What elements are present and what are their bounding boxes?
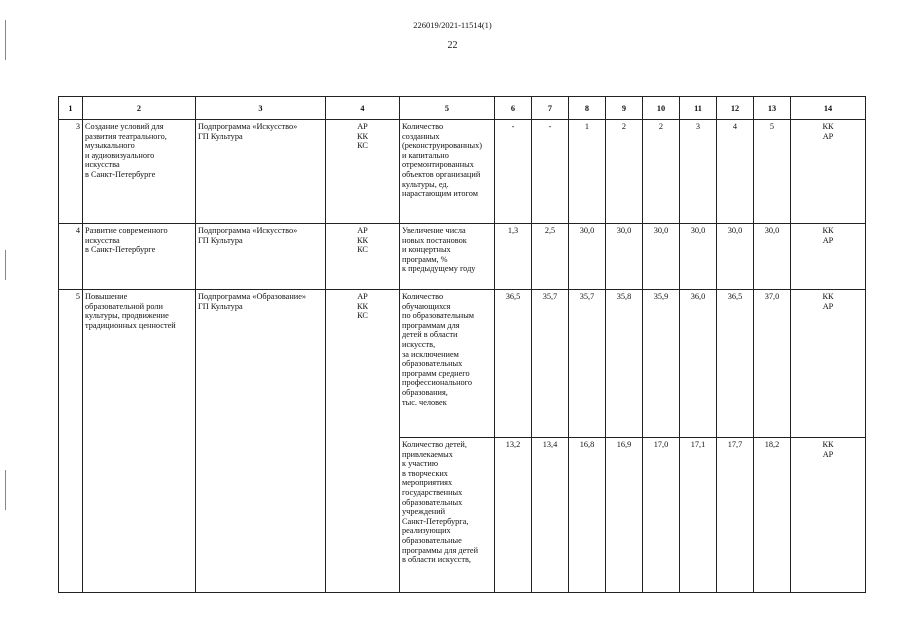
indicator-value: 36,0 xyxy=(680,290,717,438)
column-header: 5 xyxy=(400,97,495,120)
indicator-value: 18,2 xyxy=(754,438,791,593)
indicator-value: 16,9 xyxy=(606,438,643,593)
column-header: 7 xyxy=(532,97,569,120)
indicator-value: - xyxy=(495,120,532,224)
indicator-value: 2 xyxy=(606,120,643,224)
column-header: 4 xyxy=(326,97,400,120)
column-header: 12 xyxy=(717,97,754,120)
indicator-value: 2 xyxy=(643,120,680,224)
indicator-name: Количество созданных (реконструированных) и капитально отремонтированных объектов организаций культуры, ед. нарастающим итогом xyxy=(400,120,495,224)
indicator-value: 37,0 xyxy=(754,290,791,438)
indicator-value: 35,7 xyxy=(569,290,606,438)
responsible: КК АР xyxy=(791,290,866,438)
indicator-value: 1,3 xyxy=(495,224,532,290)
document-id: 226019/2021-11514(1) xyxy=(413,20,492,30)
indicator-value: 30,0 xyxy=(569,224,606,290)
indicator-value: 13,4 xyxy=(532,438,569,593)
column-header: 1 xyxy=(59,97,83,120)
indicator-value: 30,0 xyxy=(606,224,643,290)
responsible: КК АР xyxy=(791,224,866,290)
row-number: 5 xyxy=(59,290,83,593)
indicator-value: 36,5 xyxy=(717,290,754,438)
responsible: КК АР xyxy=(791,438,866,593)
column-header: 2 xyxy=(83,97,196,120)
indicator-value: 35,8 xyxy=(606,290,643,438)
column-header: 9 xyxy=(606,97,643,120)
indicator-value: 17,0 xyxy=(643,438,680,593)
indicator-value: 13,2 xyxy=(495,438,532,593)
indicator-value: 4 xyxy=(717,120,754,224)
indicator-value: 2,5 xyxy=(532,224,569,290)
indicator-value: 5 xyxy=(754,120,791,224)
indicator-value: 35,9 xyxy=(643,290,680,438)
scan-edge-mark xyxy=(5,470,6,510)
indicator-value: 35,7 xyxy=(532,290,569,438)
column-header: 10 xyxy=(643,97,680,120)
column-header: 3 xyxy=(196,97,326,120)
indicator-value: 16,8 xyxy=(569,438,606,593)
indicator-name: Количество детей, привлекаемых к участию в творческих мероприятиях государственных образовательных учреждений Санкт-Петербурга, реализующих образовательные программы для детей в области искусств, xyxy=(400,438,495,593)
table-row xyxy=(59,290,866,438)
indicator-value: 36,5 xyxy=(495,290,532,438)
column-header: 6 xyxy=(495,97,532,120)
task-name: Повышение образовательной роли культуры, продвижение традиционных ценностей xyxy=(83,290,196,593)
column-header: 14 xyxy=(791,97,866,120)
table-row xyxy=(59,120,866,224)
indicator-name: Количество обучающихся по образовательным программам для детей в области искусств, за исключением образовательных программ среднего профессионального образования, тыс. человек xyxy=(400,290,495,438)
column-header: 8 xyxy=(569,97,606,120)
page-number: 22 xyxy=(447,40,458,51)
responsible: КК АР xyxy=(791,120,866,224)
row-number: 3 xyxy=(59,120,83,224)
scan-edge-mark xyxy=(5,20,6,60)
program-name: Подпрограмма «Образование» ГП Культура xyxy=(196,290,326,593)
task-name: Создание условий для развития театрального, музыкального и аудиовизуального искусства в Санкт-Петербурге xyxy=(83,120,196,224)
table-row xyxy=(59,224,866,290)
indicator-value: 17,1 xyxy=(680,438,717,593)
indicator-value: - xyxy=(532,120,569,224)
row-number: 4 xyxy=(59,224,83,290)
indicator-value: 30,0 xyxy=(680,224,717,290)
indicator-value: 30,0 xyxy=(643,224,680,290)
program-name: Подпрограмма «Искусство» ГП Культура xyxy=(196,120,326,224)
executors: АР КК КС xyxy=(326,290,400,593)
column-header: 13 xyxy=(754,97,791,120)
scan-edge-mark xyxy=(5,250,6,280)
indicator-value: 1 xyxy=(569,120,606,224)
executors: АР КК КС xyxy=(326,224,400,290)
indicator-value: 30,0 xyxy=(717,224,754,290)
indicator-value: 17,7 xyxy=(717,438,754,593)
column-header: 11 xyxy=(680,97,717,120)
indicator-value: 3 xyxy=(680,120,717,224)
task-name: Развитие современного искусства в Санкт-Петербурге xyxy=(83,224,196,290)
indicator-name: Увеличение числа новых постановок и концертных программ, % к предыдущему году xyxy=(400,224,495,290)
program-name: Подпрограмма «Искусство» ГП Культура xyxy=(196,224,326,290)
indicator-value: 30,0 xyxy=(754,224,791,290)
executors: АР КК КС xyxy=(326,120,400,224)
table-header-row xyxy=(59,97,866,120)
indicators-table xyxy=(58,96,866,593)
